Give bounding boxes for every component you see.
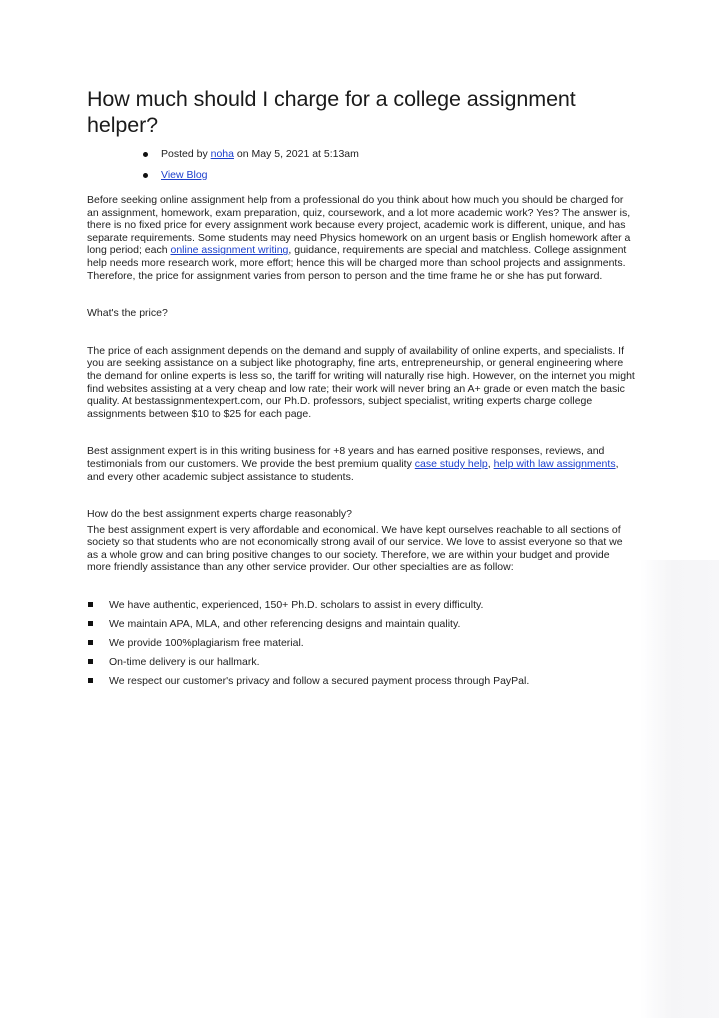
post-meta-item [87,148,635,169]
specialty-text: We provide 100%plagiarism free material. [109,637,304,650]
expert-paragraph [87,445,635,483]
expert-text-middle: , [487,457,494,470]
list-item [87,618,635,637]
price-paragraph: The price of each assignment depends on the demand and supply of availability of online experts, and specialists. If you are seeking assistance on a subject like photography, fine arts, entrepreneurship, or general engineering where the demand for online experts is less so, the tariff for writing will naturally rise high. However, on the internet you might find websites assisting at a very cheap and low rate; their work will never bring an A+ grade or even match the basic quality. At bestassignmentexpert.com, our Ph.D. professors, subject specialist, writing experts charge college assignments between $10 to $25 for each page. [87,344,635,420]
page-edge-shade [640,560,719,1018]
square-bullet-icon [88,621,93,626]
affordable-paragraph: The best assignment expert is very affordable and economical. We have kept ourselves reachable to all sections of society so that students who are not economically strong avail of our service. We love to assist everyone so that we as a whole grow and can bring positive changes to our society. Therefore, we are within your budget and provide more friendly assistance than any other service provider. Our other specialties are as follow: [87,523,623,574]
square-bullet-icon [88,602,93,607]
list-item [87,656,635,675]
case-study-help-link[interactable]: case study help [414,457,488,470]
specialties-list [87,599,635,694]
page-title: How much should I charge for a college assignment helper? [87,87,576,137]
list-item [87,637,635,656]
posted-by-prefix: Posted by [161,148,211,160]
specialty-text: We respect our customer's privacy and follow a secured payment process through PayPal. [109,675,530,688]
intro-text-end: , guidance, requirements are special and matchless. College assignment help needs more research work, more effort; hence this will be charged more than school projects and assignments. Therefore, the price for assignment varies from person to person and the time frame he or she has put forward. [87,244,627,282]
square-bullet-icon [88,678,93,683]
list-item [87,599,635,618]
specialty-text: On-time delivery is our hallmark. [109,656,260,669]
bullet-icon [143,173,148,178]
online-assignment-writing-link[interactable]: online assignment writing [170,244,289,257]
intro-text-start: Before seeking online assignment help from a professional do you think about how much you should be charged for an assignment, homework, exam preparation, quiz, coursework, and a lot more academic work? Yes? The answer is, there is no fixed price for every assignment work because every project, academic work is different, unique, and has separate requirements. Some students may need Physics homework on an urgent basis or English homework after a long period; each [87,194,631,257]
view-blog-item [87,169,635,190]
post-meta-list [87,148,635,190]
intro-paragraph [87,194,635,282]
price-question: What's the price? [87,307,168,320]
bullet-icon [143,152,148,157]
square-bullet-icon [88,659,93,664]
help-with-law-assignments-link[interactable]: help with law assignments [493,457,616,470]
square-bullet-icon [88,640,93,645]
posted-date: on May 5, 2021 at 5:13am [233,148,359,160]
view-blog-link[interactable]: View Blog [161,169,208,181]
specialty-text: We maintain APA, MLA, and other referencing designs and maintain quality. [109,618,461,631]
list-item [87,675,635,694]
expert-text-end: , and every other academic subject assistance to students. [87,457,619,483]
charge-question: How do the best assignment experts charge reasonably? [87,508,352,521]
specialty-text: We have authentic, experienced, 150+ Ph.D. scholars to assist in every difficulty. [109,599,484,612]
author-link[interactable]: noha [210,148,234,160]
expert-text-start: Best assignment expert is in this writing business for +8 years and has earned positive responses, reviews, and testimonials from our customers. We provide the best premium quality [87,445,605,470]
article [87,86,635,694]
